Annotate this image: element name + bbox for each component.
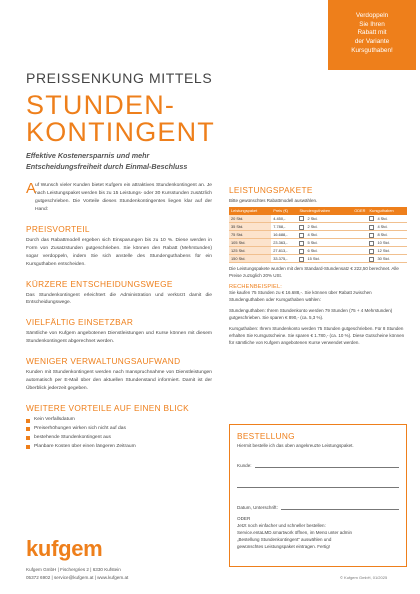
customer-input-line[interactable] — [237, 482, 399, 488]
cell-spacer — [346, 239, 367, 247]
customer-label: Kunde: — [237, 462, 252, 468]
stunden-checkbox[interactable] — [299, 241, 304, 246]
list-item: Planbare Kosten über einen längeren Zeitraum — [26, 443, 212, 452]
cell-stunden: 2 Std. — [297, 223, 346, 231]
cell-spacer — [346, 247, 367, 255]
section-text-einsetzbar: Sämtliche von Kufgem angebotenen Dienstleistungen und Kurse können mit diesem Stundenkontingent abgerechnet werden. — [26, 331, 212, 345]
kurs-checkbox[interactable] — [369, 241, 374, 246]
section-title-verwaltung: WENIGER VERWALTUNGSAUFWAND — [26, 356, 181, 367]
cell-spacer — [346, 223, 367, 231]
cell-paket: 75 Std. — [229, 231, 271, 239]
cell-preis: 27.813,- — [271, 247, 297, 255]
footer — [26, 566, 128, 583]
list-item: Kein Verfallsdatum — [26, 416, 212, 425]
table-header-row — [229, 207, 407, 215]
th-paket: Leistungspaket — [229, 207, 271, 215]
cell-kurs: 10 Std. — [367, 239, 407, 247]
order-form — [229, 424, 407, 567]
order-intro: Hiermit bestelle ich das oben angekreuzte Leistungspaket. — [237, 443, 354, 448]
table-row — [229, 231, 407, 239]
th-preis: Preis (€) — [271, 207, 297, 215]
th-oder: ODER — [346, 207, 367, 215]
cell-spacer — [346, 215, 367, 223]
section-title-preisvorteil: PREISVORTEIL — [26, 223, 90, 234]
table-note: Die Leistungspakete wurden mit dem Standard-Stundensatz € 222,50 berechnet. Alle Preise zuzüglich 20% USt. — [229, 266, 399, 279]
cell-preis: 7.788,- — [271, 223, 297, 231]
packages-intro: Bitte gewünschtes Rabattmodell auswählen. — [229, 198, 318, 203]
list-item: Preiserhöhungen wirken sich nicht auf das — [26, 425, 212, 434]
title-line-1: STUNDEN- — [26, 90, 176, 120]
callout-line: Rabatt mit — [357, 29, 387, 37]
copyright: © Kufgem GmbH, 01/2025 — [340, 575, 388, 580]
cell-stunden: 4 Std. — [297, 231, 346, 239]
title-line-2: KONTINGENT — [26, 117, 216, 147]
order-or: ODER — [237, 515, 251, 521]
stunden-checkbox[interactable] — [299, 225, 304, 230]
list-item: bestehende Stundenkontingent aus — [26, 434, 212, 443]
th-stunden: Stundenguthaben — [297, 207, 346, 215]
cell-stunden: 5 Std. — [297, 239, 346, 247]
section-title-vorteile: WEITERE VORTEILE AUF EINEN BLICK — [26, 403, 189, 414]
cell-kurs: 4 Std. — [367, 223, 407, 231]
kurs-checkbox[interactable] — [369, 225, 374, 230]
cell-stunden: 6 Std. — [297, 247, 346, 255]
cell-paket: 105 Std. — [229, 239, 271, 247]
stunden-checkbox[interactable] — [299, 249, 304, 254]
cell-preis: 16.688,- — [271, 231, 297, 239]
intro-paragraph — [26, 182, 212, 214]
section-text-verwaltung: Kunden mit Stundenkontingent werden nach Inanspruchnahme von Dienstleistungen automatisch per E-Mail über den aktuellen Stundenstand informiert. Damit ist der Überblick jederzeit gegeben. — [26, 370, 212, 392]
example-title: RECHENBEISPIEL: — [229, 284, 283, 291]
page-title — [26, 92, 215, 146]
cell-paket: 20 Std. — [229, 215, 271, 223]
cell-paket: 125 Std. — [229, 247, 271, 255]
drop-cap: A — [26, 180, 37, 197]
right-column — [229, 185, 407, 347]
packages-table — [229, 207, 407, 264]
advantages-list — [26, 416, 212, 451]
th-kurs: Kursguthaben — [367, 207, 407, 215]
cell-preis: 4.450,- — [271, 215, 297, 223]
intro-text: uf Wunsch vieler Kunden bietet Kufgem ein attraktives Stundenkontingent an. Je nach Leistungspaket werden bis zu 15 Leistungs- oder 30 Kursstunden zusätzlich gutgeschrieben. Die Vorteile dieses Stundenkontingentes liegen klar auf der Hand: — [35, 183, 212, 212]
kursguthaben-text: Kursguthaben: Ihrem Stundenkonto werden 75 Stunden gutgeschrieben. Für 8 Stunden erhalten Sie Kursgutscheine. Sie sparen € 1.780,- (ca. 10 %). Diese Gutscheine können für sämtliche von Kufgem angebotenen Kurse verwendet werden. — [229, 326, 405, 346]
table-row — [229, 255, 407, 263]
online-text-1: Service.entaLMD.smartwork öffnen, im Menü unter admin — [237, 529, 352, 535]
stunden-checkbox[interactable] — [299, 233, 304, 238]
callout-line: der Variante — [354, 37, 390, 45]
stunden-checkbox[interactable] — [299, 257, 304, 262]
cell-kurs: 4 Std. — [367, 215, 407, 223]
table-row — [229, 215, 407, 223]
table-row — [229, 223, 407, 231]
cell-preis: 23.363,- — [271, 239, 297, 247]
stunden-checkbox[interactable] — [299, 216, 304, 221]
table-row — [229, 239, 407, 247]
kurs-checkbox[interactable] — [369, 233, 374, 238]
customer-field[interactable] — [237, 458, 399, 468]
packages-title: LEISTUNGSPAKETE — [229, 185, 313, 195]
cell-kurs: 12 Std. — [367, 247, 407, 255]
online-highlight: Jetzt noch einfacher und schneller bestellen: — [237, 522, 326, 528]
subtitle-line-2: Entscheidungsfreiheit durch Einmal-Beschluss — [26, 162, 188, 172]
section-title-entscheidungswege: KÜRZERE ENTSCHEIDUNGSWEGE — [26, 278, 173, 289]
stundenguthaben-text: Stundenguthaben: Ihrem Stundenkonto werden 79 Stunden (75 + 4 Mehrstunden) gutgeschrieben. Sie sparen € 890,- (ca. 5,3 %). — [229, 308, 393, 321]
cell-stunden: 2 Std. — [297, 215, 346, 223]
kurs-checkbox[interactable] — [369, 216, 374, 221]
section-text-preisvorteil: Durch das Rabattmodell ergeben sich Einsparungen bis zu 10 %. Diese werden in Form von Zusatzstunden gutgeschrieben. Sie können den Rabatt (Mehrstunden) sogar verdoppeln, indem Sie sich anstelle des Stundenguthabens für ein Kursguthaben entscheiden. — [26, 237, 212, 267]
cell-paket: 35 Std. — [229, 223, 271, 231]
cell-spacer — [346, 255, 367, 263]
signature-label: Datum, Unterschrift: — [237, 504, 278, 510]
cell-preis: 33.375,- — [271, 255, 297, 263]
callout-line: Verdoppeln — [355, 12, 389, 19]
page-kicker: PREISSENKUNG MITTELS — [26, 70, 213, 86]
cell-kurs: 8 Std. — [367, 231, 407, 239]
table-row — [229, 247, 407, 255]
footer-address: Kufgem GmbH | Fischergries 2 | 6330 Kufstein — [26, 567, 121, 572]
left-column — [26, 182, 212, 451]
cell-kurs: 30 Std. — [367, 255, 407, 263]
example-text: Sie kaufen 75 Stunden zu € 16.688,-. Sie können über Rabatt zwischen Stundenguthaben oder Kursguthaben wählen: — [229, 290, 372, 303]
footer-contact: 05372 6902 | service@kufgem.at | www.kufgem.at — [26, 575, 129, 581]
kufgem-logo: kufgem — [26, 536, 103, 561]
online-text-3: gewünschtes Leistungspaket eintragen. Fertig! — [237, 543, 331, 549]
callout-line: Sie Ihren — [359, 20, 385, 28]
online-text-2: „Bestellung Stundenkontingent“ auswählen und — [237, 536, 332, 542]
signature-input-line[interactable] — [281, 504, 399, 510]
kurs-checkbox[interactable] — [369, 257, 374, 262]
order-title: BESTELLUNG — [237, 431, 295, 441]
signature-field[interactable] — [237, 500, 399, 510]
kurs-checkbox[interactable] — [369, 249, 374, 254]
subtitle-line-1: Effektive Kostenersparnis und mehr — [26, 151, 150, 160]
cell-stunden: 15 Std. — [297, 255, 346, 263]
customer-input-line[interactable] — [255, 462, 399, 468]
callout-line: Kursguthaben! — [351, 46, 393, 54]
page-subtitle — [26, 150, 187, 172]
cell-spacer — [346, 231, 367, 239]
customer-field-second-line[interactable] — [237, 478, 399, 488]
section-text-entscheidungswege: Das Stundenkontingent erleichtert die Administration und verkürzt damit die Entscheidungswege. — [26, 292, 212, 306]
cell-paket: 150 Std. — [229, 255, 271, 263]
section-title-einsetzbar: VIELFÄLTIG EINSETZBAR — [26, 317, 134, 328]
variant-callout — [328, 0, 416, 70]
